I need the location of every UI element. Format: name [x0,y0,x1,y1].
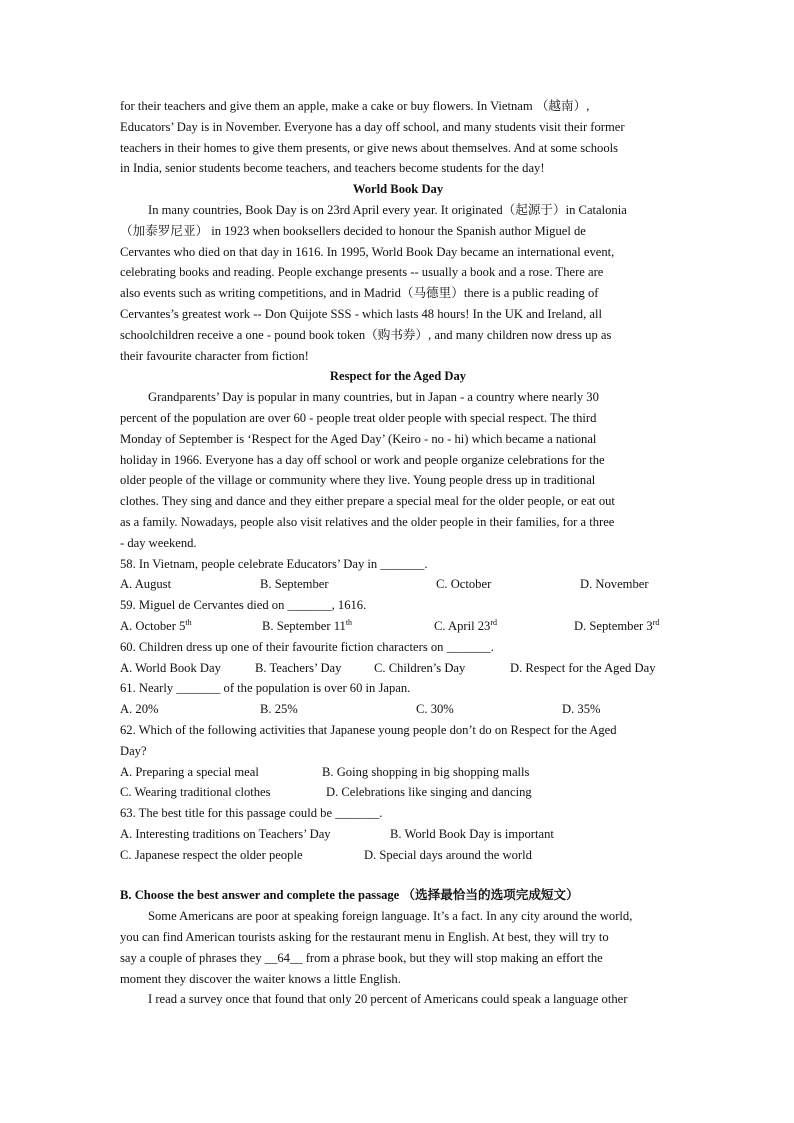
answer-option[interactable]: C. 30% [416,702,454,717]
section-b-paragraph-1-line: say a couple of phrases they __64__ from a phrase book, but they will stop making an effort the [120,950,603,965]
question-list [120,554,676,866]
respect-aged-day-line: as a family. Nowadays, people also visit relatives and the older people in their families, for a three [120,514,615,529]
answer-option[interactable]: D. 35% [562,702,601,717]
answer-option[interactable]: D. Special days around the world [364,847,532,862]
document-page [120,96,676,1010]
answer-option[interactable]: A. 20% [120,702,159,717]
options-row [120,762,676,783]
answer-option[interactable]: B. September 11th [262,617,353,633]
question-stem: 59. Miguel de Cervantes died on _______, 1616. [120,598,367,613]
section-b-paragraph-1-line: moment they discover the waiter knows a little English. [120,971,401,986]
respect-aged-day-line: holiday in 1966. Everyone has a day off school or work and people organize celebrations for the [120,452,605,467]
question-stem: 58. In Vietnam, people celebrate Educators’ Day in _______. [120,556,428,571]
respect-aged-day-paragraph [120,387,676,553]
answer-option[interactable]: C. Japanese respect the older people [120,847,303,862]
respect-aged-day-line: Grandparents’ Day is popular in many countries, but in Japan - a country where nearly 30 [148,390,599,405]
world-book-day-line: their favourite character from fiction! [120,348,309,363]
world-book-day-line: In many countries, Book Day is on 23rd April every year. It originated（起源于）in Catalonia [148,202,627,217]
intro-line: for their teachers and give them an apple, make a cake or buy flowers. In Vietnam （越南）, [120,99,590,113]
answer-option[interactable]: A. Preparing a special meal [120,764,259,779]
intro-line: in India, senior students become teachers, and teachers become students for the day! [120,161,545,176]
intro-line: Educators’ Day is in November. Everyone has a day off school, and many students visit their former [120,119,625,134]
respect-aged-day-line: clothes. They sing and dance and they either prepare a special meal for the older people, or eat out [120,494,615,509]
question-stem: Day? [120,743,147,758]
option-superscript: rd [652,617,660,627]
option-superscript: th [185,617,192,627]
world-book-day-line: schoolchildren receive a one - pound book token（购书券）, and many children now dress up as [120,327,612,342]
question-stem: 63. The best title for this passage could be _______. [120,806,383,821]
section-b-paragraph-2-line: I read a survey once that found that only 20 percent of Americans could speak a language other [148,992,628,1007]
options-row [120,782,676,803]
answer-option[interactable]: B. Going shopping in big shopping malls [322,764,530,779]
world-book-day-paragraph [120,200,676,366]
question-stem: 61. Nearly _______ of the population is over 60 in Japan. [120,681,411,696]
question-stem: 60. Children dress up one of their favourite fiction characters on _______. [120,639,494,654]
question-stem: 62. Which of the following activities that Japanese young people don’t do on Respect for the Aged [120,722,617,737]
answer-option[interactable]: A. Interesting traditions on Teachers’ Day [120,826,331,841]
section-b-heading: B. Choose the best answer and complete the passage （选择最恰当的选项完成短文） [120,888,579,903]
answer-option[interactable]: D. Celebrations like singing and dancing [326,785,532,800]
answer-option[interactable]: B. September [260,577,329,592]
answer-option[interactable]: C. April 23rd [434,617,497,633]
intro-paragraph [120,96,676,179]
intro-line: teachers in their homes to give them presents, or give news about themselves. And at some schools [120,140,619,155]
options-row [120,658,676,679]
answer-option[interactable]: D. Respect for the Aged Day [510,660,656,675]
world-book-day-line: celebrating books and reading. People exchange presents -- usually a book and a rose. There are [120,265,604,280]
answer-option[interactable]: B. 25% [260,702,298,717]
respect-aged-day-line: Monday of September is ‘Respect for the Aged Day’ (Keiro - no - hi) which became a national [120,431,597,446]
section-b-paragraph-1-line: you can find American tourists asking for the restaurant menu in English. At best, they will try to [120,930,609,945]
section-b-paragraph-1-line: Some Americans are poor at speaking foreign language. It’s a fact. In any city around the world, [148,909,633,924]
world-book-day-line: also events such as writing competitions, and in Madrid（马德里）there is a public reading of [120,286,599,301]
answer-option[interactable]: B. Teachers’ Day [255,660,342,675]
options-row [120,616,676,637]
answer-option[interactable]: B. World Book Day is important [390,826,554,841]
answer-option[interactable]: D. September 3rd [574,617,660,633]
world-book-day-line: Cervantes’s greatest work -- Don Quijote SSS - which lasts 48 hours! In the UK and Ireland, all [120,306,602,321]
options-row [120,824,676,845]
respect-aged-day-line: - day weekend. [120,535,197,550]
section-b-paragraph-2 [120,989,676,1010]
respect-aged-day-line: older people of the village or community where they live. Young people dress up in traditional [120,473,596,488]
world-book-day-line: Cervantes who died on that day in 1616. In 1995, World Book Day became an international event, [120,244,615,259]
answer-option[interactable]: A. October 5th [120,617,192,633]
answer-option[interactable]: A. World Book Day [120,660,221,675]
world-book-day-line: （加泰罗尼亚） in 1923 when booksellers decided to honour the Spanish author Miguel de [120,223,586,238]
option-superscript: th [345,617,353,627]
answer-option[interactable]: D. November [580,577,649,592]
options-row [120,699,676,720]
option-superscript: rd [490,617,497,627]
heading-respect-aged-day: Respect for the Aged Day [329,369,467,384]
answer-option[interactable]: C. Children’s Day [374,660,466,675]
answer-option[interactable]: C. October [436,577,492,592]
options-row [120,574,676,595]
respect-aged-day-line: percent of the population are over 60 - people treat older people with special respect. The third [120,410,597,425]
options-row [120,845,676,866]
section-b-paragraph-1 [120,906,676,989]
answer-option[interactable]: C. Wearing traditional clothes [120,785,271,800]
answer-option[interactable]: A. August [120,577,172,592]
heading-world-book-day: World Book Day [352,182,444,197]
